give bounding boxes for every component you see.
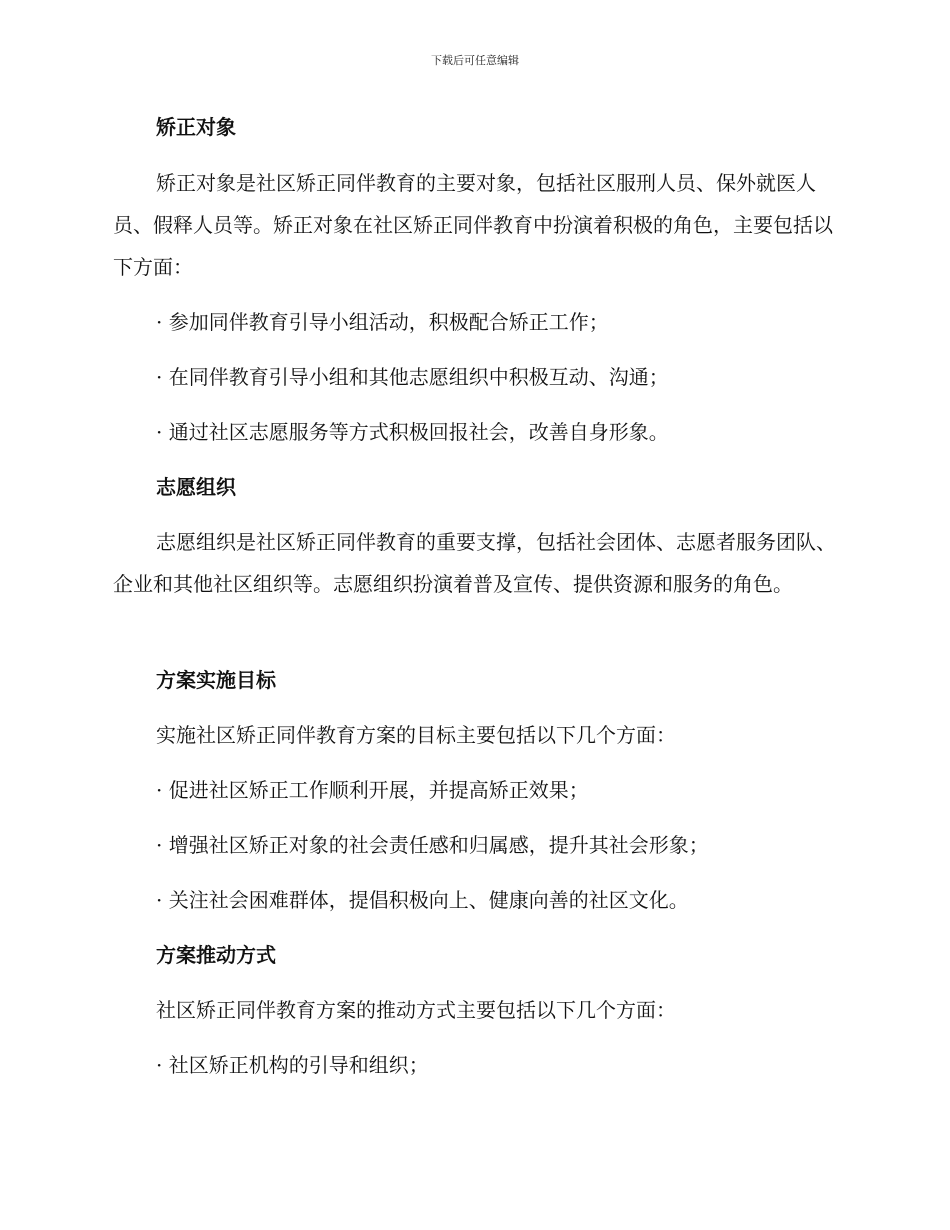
page-header: 下载后可任意编辑 xyxy=(431,54,519,67)
section-heading-volunteer-organizations: 志愿组织 xyxy=(156,475,236,499)
bullet-item: · 促进社区矫正工作顺利开展，并提高矫正效果； xyxy=(156,778,589,802)
section-heading-promotion-methods: 方案推动方式 xyxy=(156,943,276,967)
bullet-item: · 关注社会困难群体，提倡积极向上、健康向善的社区文化。 xyxy=(156,888,689,912)
section-heading-correction-subjects: 矫正对象 xyxy=(156,115,236,139)
bullet-item: · 增强社区矫正对象的社会责任感和归属感，提升其社会形象； xyxy=(156,833,709,857)
paragraph-promotion-methods-intro: 社区矫正同伴教育方案的推动方式主要包括以下几个方面： xyxy=(156,998,676,1022)
bullet-item: · 在同伴教育引导小组和其他志愿组织中积极互动、沟通； xyxy=(156,365,669,389)
paragraph-implementation-goals-intro: 实施社区矫正同伴教育方案的目标主要包括以下几个方面： xyxy=(156,723,676,747)
paragraph-volunteer-organizations: 志愿组织是社区矫正同伴教育的重要支撑，包括社会团体、志愿者服务团队、企业和其他社区组织等。志愿组织扮演着普及宣传、提供资源和服务的角色。 xyxy=(113,530,836,596)
section-heading-implementation-goals: 方案实施目标 xyxy=(156,668,276,692)
bullet-item: · 参加同伴教育引导小组活动，积极配合矫正工作； xyxy=(156,310,609,334)
bullet-item: · 通过社区志愿服务等方式积极回报社会，改善自身形象。 xyxy=(156,420,669,444)
bullet-item: · 社区矫正机构的引导和组织； xyxy=(156,1053,429,1077)
paragraph-correction-subjects: 矫正对象是社区矫正同伴教育的主要对象，包括社区服刑人员、保外就医人员、假释人员等。矫正对象在社区矫正同伴教育中扮演着积极的角色，主要包括以下方面： xyxy=(113,171,833,279)
